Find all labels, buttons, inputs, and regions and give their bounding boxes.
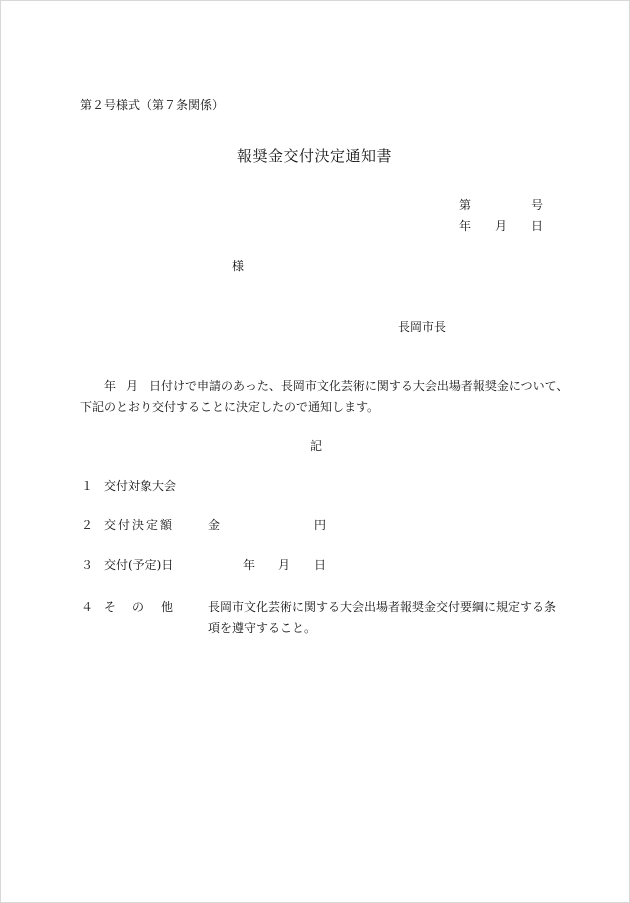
delivery-day: 日 (314, 558, 327, 572)
item-number: １ (81, 479, 94, 493)
item-number: ４ (81, 600, 94, 614)
item-label-delivery-date: 交付(予定)日 (104, 558, 174, 572)
delivery-month: 月 (278, 558, 291, 572)
page-title: 報奨金交付決定通知書 (237, 147, 393, 165)
body-year: 年 (104, 379, 117, 393)
delivery-year: 年 (243, 558, 256, 572)
other-text-line2: 項を遵守すること。 (208, 621, 317, 635)
date-year: 年 (459, 219, 472, 233)
amount-currency: 金 (208, 518, 221, 532)
item-number: ３ (81, 558, 94, 572)
doc-number-prefix: 第 (459, 198, 472, 212)
body-line2-text: 下記のとおり交付することに決定したので通知します。 (80, 400, 380, 414)
body-month: 月 (126, 379, 139, 393)
recipient-suffix: 様 (232, 259, 245, 273)
item-number: ２ (81, 518, 94, 532)
date-day: 日 (531, 219, 544, 233)
item-label-char: 他 (161, 600, 174, 614)
item-label-char: そ (104, 600, 117, 614)
item-label-target-event: 交付対象大会 (104, 479, 177, 493)
amount-unit: 円 (314, 518, 327, 532)
item-label-decided-amount: 交付決定額 (104, 518, 175, 532)
body-line1-text: 日付けで申請のあった、長岡市文化芸術に関する大会出場者報奨金について、 (149, 379, 569, 393)
form-number: 第２号様式（第７条関係） (80, 98, 225, 112)
issuer-name: 長岡市長 (398, 320, 447, 334)
other-text-line1: 長岡市文化芸術に関する大会出場者報奨金交付要綱に規定する条 (208, 600, 557, 614)
item-label-char: の (132, 600, 145, 614)
ki-heading: 記 (310, 439, 323, 453)
date-month: 月 (495, 219, 508, 233)
doc-number-suffix: 号 (531, 198, 544, 212)
